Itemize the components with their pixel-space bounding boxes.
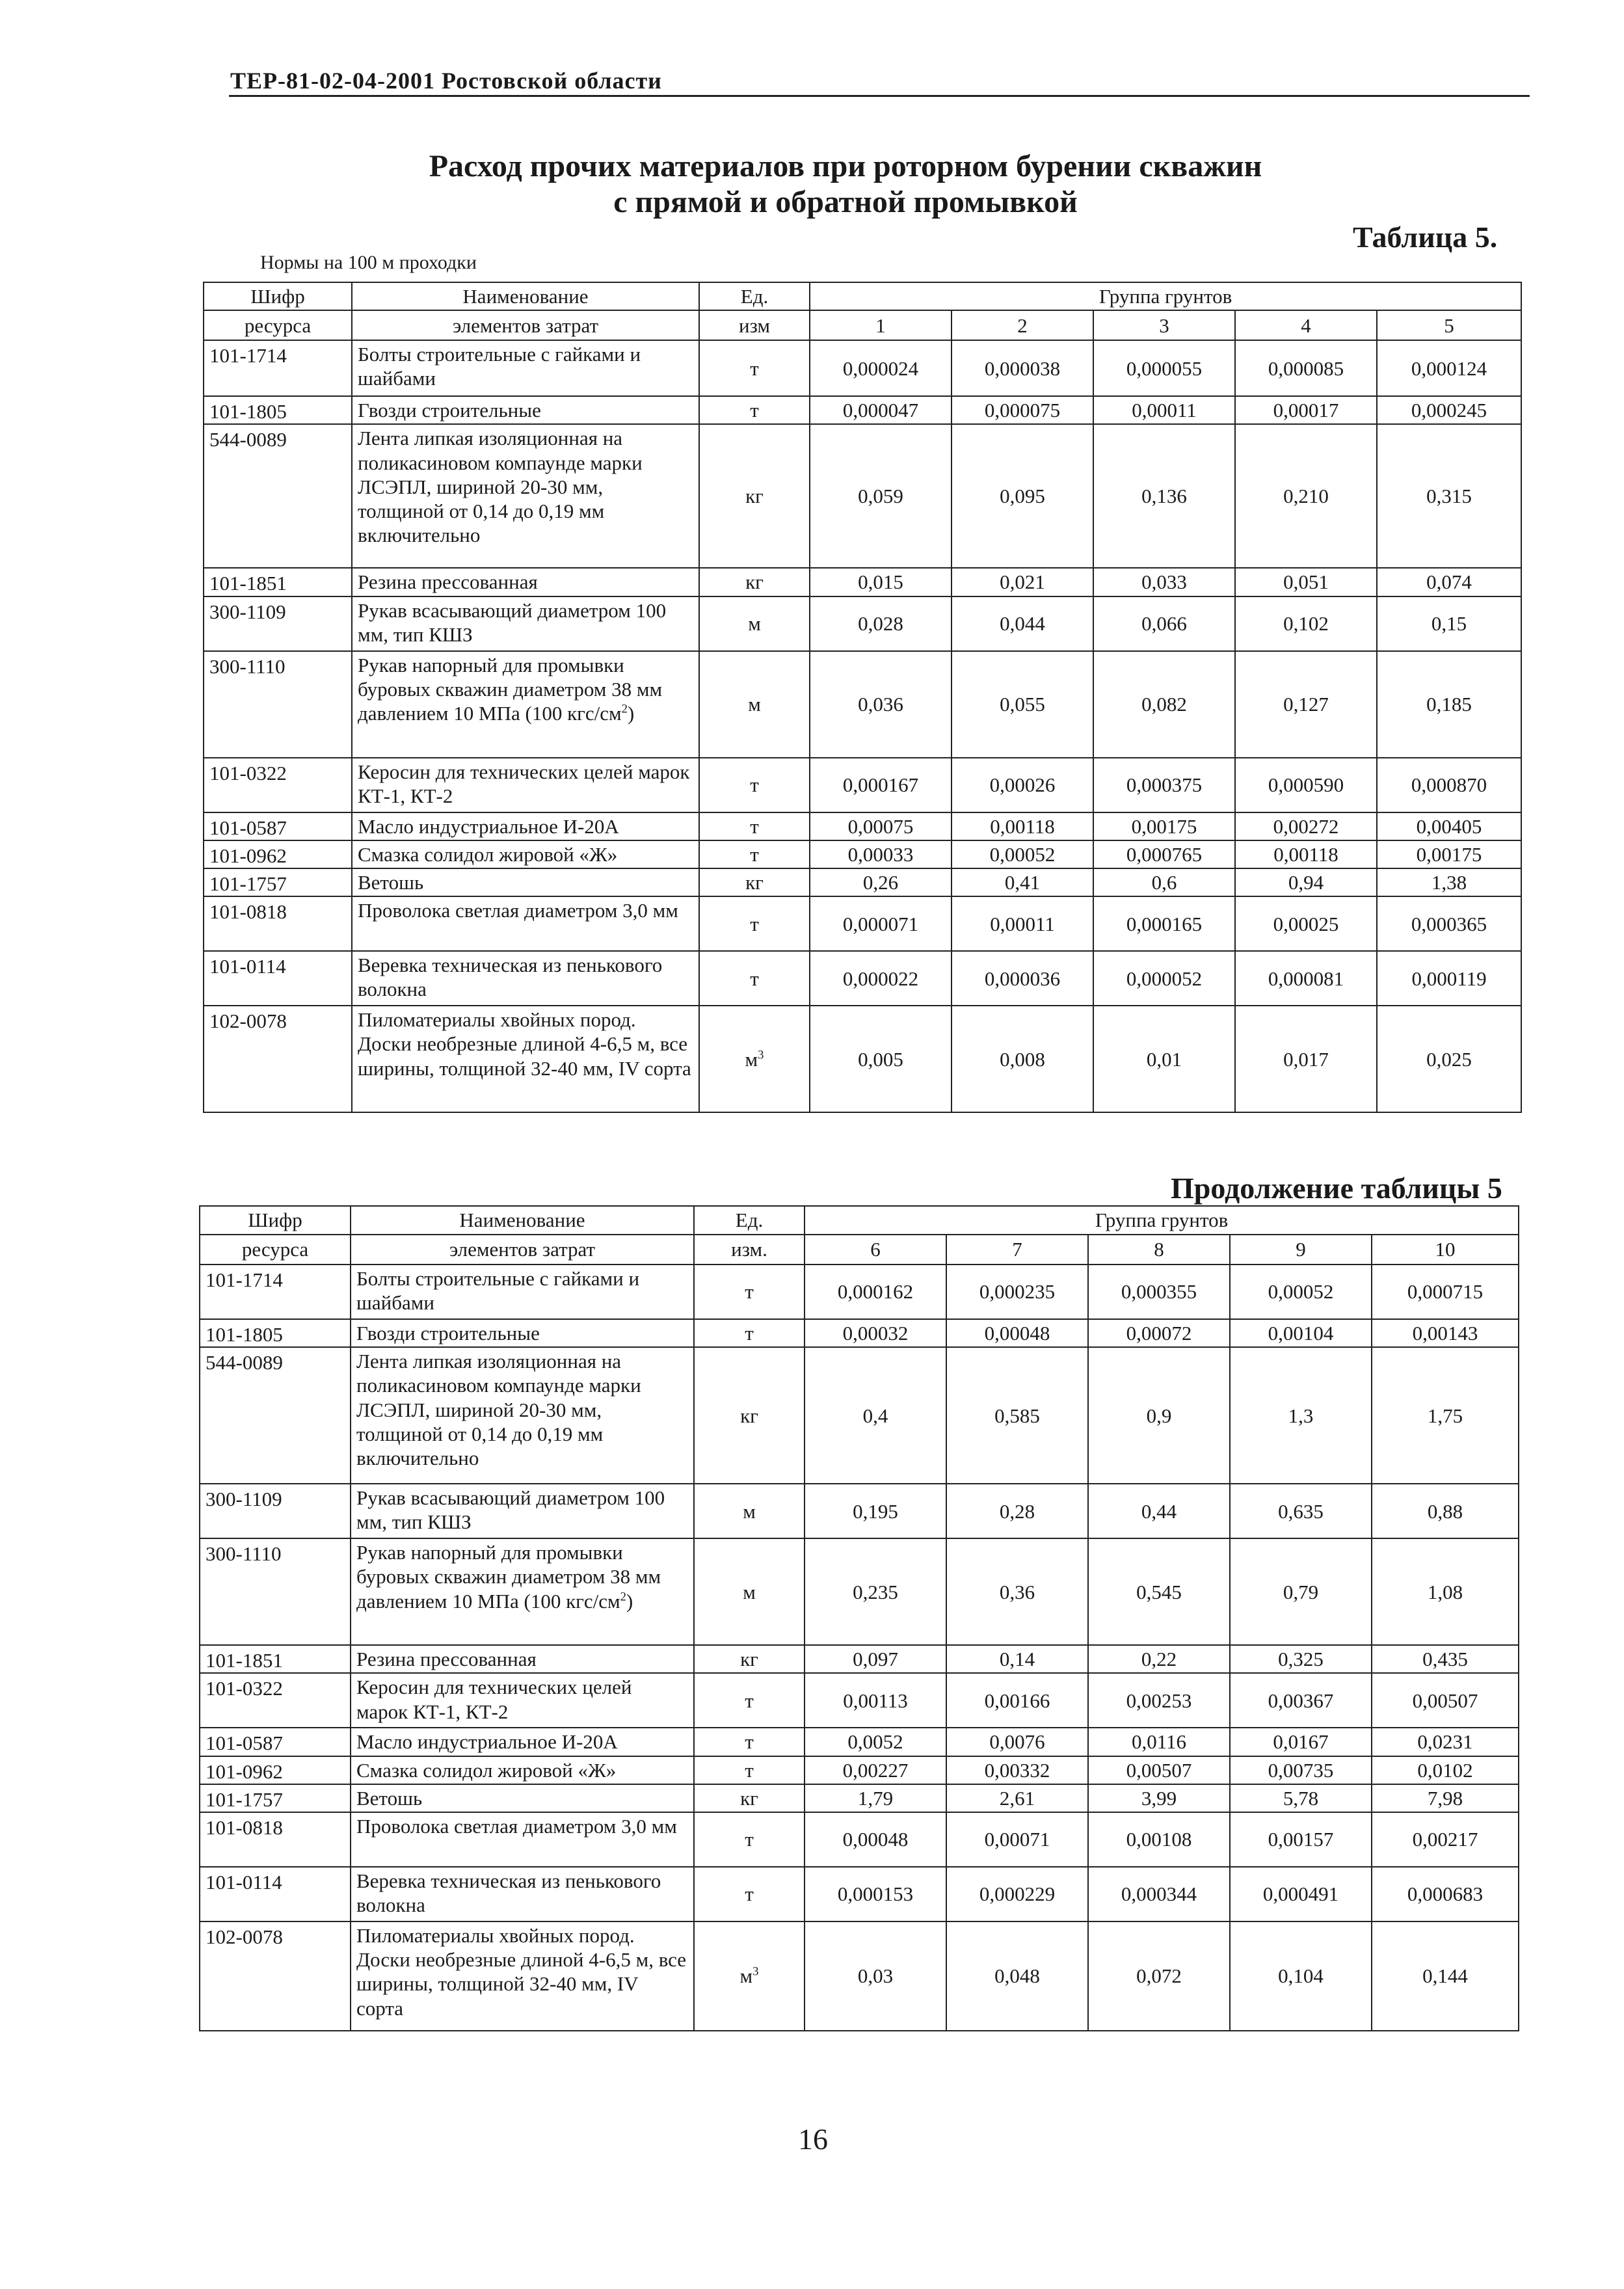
group-number: 3 (1093, 310, 1235, 340)
column-header-name: Наименование (351, 1206, 694, 1235)
norm-value-cell: 0,28 (946, 1484, 1088, 1538)
norm-value-cell: 0,00118 (952, 812, 1093, 840)
cost-element-name-cell: Рукав напорный для промывки буровых скважин диаметром 38 мм давлением 10 МПа (100 кгс/$см^2$) (351, 1538, 694, 1645)
norm-value-cell: 0,0231 (1372, 1728, 1519, 1756)
table-row (204, 424, 1521, 568)
unit-cell: т (694, 1812, 805, 1867)
table-row (200, 1265, 1519, 1319)
document-code: ТЕР-81-02-04-2001 Ростовской области (230, 68, 662, 94)
group-number: 8 (1088, 1235, 1230, 1265)
header-rule (229, 95, 1530, 97)
norm-value-cell: 0,00011 (1093, 396, 1235, 424)
norm-value-cell: 0,00026 (952, 758, 1093, 812)
unit-cell: м (699, 651, 810, 758)
resource-code-cell: 101-1714 (200, 1265, 351, 1319)
cost-element-name-cell: Лента липкая изоляционная на поликасиновом компаунде марки ЛСЭПЛ, шириной 20-30 мм, толщиной от 0,14 до 0,19 мм включительно (351, 1347, 694, 1484)
norm-value-cell: 0,00217 (1372, 1812, 1519, 1867)
table-row (200, 1673, 1519, 1728)
table-row (204, 840, 1521, 868)
materials-table-continued (199, 1205, 1519, 2031)
norm-value-cell: 0,325 (1230, 1645, 1372, 1673)
norm-value-cell: 0,005 (810, 1006, 952, 1112)
cost-element-name-cell: Резина прессованная (351, 1645, 694, 1673)
norm-value-cell: 0,0116 (1088, 1728, 1230, 1756)
norm-value-cell: 0,033 (1093, 568, 1235, 596)
column-header-unit-line-2: изм (699, 310, 810, 340)
unit-cell: кг (699, 868, 810, 896)
norm-value-cell: 0,000055 (1093, 340, 1235, 396)
unit-cell: кг (694, 1347, 805, 1484)
column-header-name-line-2: элементов затрат (352, 310, 699, 340)
norm-value-cell: 0,136 (1093, 424, 1235, 568)
cost-element-name-cell: Рукав всасывающий диаметром 100 мм, тип КШЗ (352, 596, 699, 651)
norm-value-cell: 0,008 (952, 1006, 1093, 1112)
table-row (200, 1784, 1519, 1812)
table-row (200, 1921, 1519, 2031)
group-number: 9 (1230, 1235, 1372, 1265)
table-header-row (200, 1235, 1519, 1265)
norm-value-cell: 0,066 (1093, 596, 1235, 651)
norm-value-cell: 0,6 (1093, 868, 1235, 896)
table-header-row (200, 1206, 1519, 1235)
column-header-code-line-2: ресурса (200, 1235, 351, 1265)
document-title-line-2: с прямой и обратной промывкой (613, 185, 1078, 219)
table-row (204, 596, 1521, 651)
column-header-code: Шифр (200, 1206, 351, 1235)
norm-value-cell: 0,000071 (810, 896, 952, 951)
table-row (204, 396, 1521, 424)
norm-value-cell: 0,000235 (946, 1265, 1088, 1319)
unit-cell: кг (694, 1784, 805, 1812)
norm-value-cell: 0,000590 (1235, 758, 1377, 812)
norm-value-cell: 0,000119 (1377, 951, 1521, 1006)
group-number: 6 (805, 1235, 946, 1265)
column-header-group: Группа грунтов (810, 282, 1521, 310)
cost-element-name-cell: Смазка солидол жировой «Ж» (351, 1756, 694, 1784)
norm-value-cell: 0,94 (1235, 868, 1377, 896)
norm-value-cell: 0,03 (805, 1921, 946, 2031)
norm-value-cell: 0,88 (1372, 1484, 1519, 1538)
norm-value-cell: 0,000047 (810, 396, 952, 424)
norm-value-cell: 7,98 (1372, 1784, 1519, 1812)
norm-value-cell: 0,000165 (1093, 896, 1235, 951)
unit-cell: т (699, 758, 810, 812)
norm-value-cell: 0,000491 (1230, 1867, 1372, 1921)
norm-value-cell: 0,14 (946, 1645, 1088, 1673)
cost-element-name-cell: Гвозди строительные (352, 396, 699, 424)
cost-element-name-cell: Керосин для технических целей марок КТ-1, КТ-2 (351, 1673, 694, 1728)
unit-cell: т (699, 840, 810, 868)
norm-value-cell: 0,000355 (1088, 1265, 1230, 1319)
norm-value-cell: 0,000022 (810, 951, 952, 1006)
norm-value-cell: 0,00011 (952, 896, 1093, 951)
norm-value-cell: 0,000365 (1377, 896, 1521, 951)
unit-cell: кг (694, 1645, 805, 1673)
unit-cell: кг (699, 568, 810, 596)
norm-value-cell: 5,78 (1230, 1784, 1372, 1812)
norm-value-cell: 0,000052 (1093, 951, 1235, 1006)
unit-cell: т (694, 1673, 805, 1728)
norm-value-cell: 0,00048 (805, 1812, 946, 1867)
group-number: 5 (1377, 310, 1521, 340)
resource-code-cell: 101-0818 (200, 1812, 351, 1867)
resource-code-cell: 101-0114 (204, 951, 352, 1006)
norm-value-cell: 0,0167 (1230, 1728, 1372, 1756)
norm-value-cell: 0,195 (805, 1484, 946, 1538)
unit-cell: т (699, 340, 810, 396)
unit-cell: т (694, 1728, 805, 1756)
norm-value-cell: 0,0102 (1372, 1756, 1519, 1784)
unit-cell: кг (699, 424, 810, 568)
resource-code-cell: 101-0587 (200, 1728, 351, 1756)
norm-value-cell: 0,0052 (805, 1728, 946, 1756)
norm-value-cell: 0,000075 (952, 396, 1093, 424)
norm-value-cell: 0,000024 (810, 340, 952, 396)
norm-value-cell: 0,127 (1235, 651, 1377, 758)
unit-cell: м (694, 1538, 805, 1645)
norm-value-cell: 0,235 (805, 1538, 946, 1645)
cost-element-name-cell: Масло индустриальное И-20А (351, 1728, 694, 1756)
table-row (200, 1756, 1519, 1784)
norm-value-cell: 0,9 (1088, 1347, 1230, 1484)
norm-value-cell: 0,000375 (1093, 758, 1235, 812)
table-row (204, 812, 1521, 840)
norm-value-cell: 0,044 (952, 596, 1093, 651)
norm-value-cell: 0,055 (952, 651, 1093, 758)
norm-value-cell: 0,00108 (1088, 1812, 1230, 1867)
norm-value-cell: 0,0076 (946, 1728, 1088, 1756)
resource-code-cell: 300-1109 (200, 1484, 351, 1538)
unit-cell: т (694, 1867, 805, 1921)
cost-element-name-cell: Масло индустриальное И-20А (352, 812, 699, 840)
norm-value-cell: 0,000715 (1372, 1265, 1519, 1319)
norm-value-cell: 0,048 (946, 1921, 1088, 2031)
norm-value-cell: 0,44 (1088, 1484, 1230, 1538)
cost-element-name-cell: Смазка солидол жировой «Ж» (352, 840, 699, 868)
unit-cell: т (699, 951, 810, 1006)
norm-value-cell: 0,00175 (1377, 840, 1521, 868)
group-number: 2 (952, 310, 1093, 340)
group-number: 7 (946, 1235, 1088, 1265)
table-row (204, 868, 1521, 896)
norm-value-cell: 0,059 (810, 424, 952, 568)
norm-value-cell: 0,00735 (1230, 1756, 1372, 1784)
column-header-code: Шифр (204, 282, 352, 310)
norm-value-cell: 0,00367 (1230, 1673, 1372, 1728)
norm-value-cell: 0,26 (810, 868, 952, 896)
unit-cell: т (694, 1756, 805, 1784)
table-continuation-label: Продолжение таблицы 5 (1171, 1171, 1502, 1205)
cost-element-name-cell: Резина прессованная (352, 568, 699, 596)
unit-cell: т (699, 396, 810, 424)
norm-value-cell: 0,00048 (946, 1319, 1088, 1347)
norm-value-cell: 0,00033 (810, 840, 952, 868)
table-row (200, 1347, 1519, 1484)
norm-value-cell: 0,22 (1088, 1645, 1230, 1673)
table-row (200, 1812, 1519, 1867)
norm-value-cell: 0,79 (1230, 1538, 1372, 1645)
unit-cell: м (699, 596, 810, 651)
cost-element-name-cell: Веревка техническая из пенькового волокна (351, 1867, 694, 1921)
resource-code-cell: 102-0078 (200, 1921, 351, 2031)
cost-element-name-cell: Болты строительные с гайками и шайбами (352, 340, 699, 396)
resource-code-cell: 300-1110 (204, 651, 352, 758)
norm-value-cell: 0,41 (952, 868, 1093, 896)
group-number: 4 (1235, 310, 1377, 340)
norm-value-cell: 0,00052 (1230, 1265, 1372, 1319)
norm-value-cell: 0,00405 (1377, 812, 1521, 840)
norm-value-cell: 3,99 (1088, 1784, 1230, 1812)
cost-element-name-cell: Ветошь (352, 868, 699, 896)
resource-code-cell: 101-0962 (200, 1756, 351, 1784)
resource-code-cell: 101-0587 (204, 812, 352, 840)
column-header-code-line-2: ресурса (204, 310, 352, 340)
norm-value-cell: 0,00272 (1235, 812, 1377, 840)
cost-element-name-cell: Проволока светлая диаметром 3,0 мм (352, 896, 699, 951)
norm-value-cell: 0,104 (1230, 1921, 1372, 2031)
table-row (200, 1645, 1519, 1673)
norm-value-cell: 0,074 (1377, 568, 1521, 596)
resource-code-cell: 101-1757 (200, 1784, 351, 1812)
norm-value-cell: 0,315 (1377, 424, 1521, 568)
norm-value-cell: 0,000683 (1372, 1867, 1519, 1921)
norm-value-cell: 0,585 (946, 1347, 1088, 1484)
cost-element-name-cell: Лента липкая изоляционная на поликасиновом компаунде марки ЛСЭПЛ, шириной 20-30 мм, толщиной от 0,14 до 0,19 мм включительно (352, 424, 699, 568)
resource-code-cell: 101-1851 (200, 1645, 351, 1673)
norm-value-cell: 0,000229 (946, 1867, 1088, 1921)
resource-code-cell: 101-1714 (204, 340, 352, 396)
cost-element-name-cell: Гвозди строительные (351, 1319, 694, 1347)
norm-value-cell: 0,00052 (952, 840, 1093, 868)
unit-cell: $м^3$ (699, 1006, 810, 1112)
resource-code-cell: 101-0322 (200, 1673, 351, 1728)
norm-value-cell: 0,00075 (810, 812, 952, 840)
column-header-unit: Ед. (694, 1206, 805, 1235)
resource-code-cell: 544-0089 (200, 1347, 351, 1484)
norm-value-cell: 0,00507 (1372, 1673, 1519, 1728)
group-number: 1 (810, 310, 952, 340)
norm-value-cell: 0,210 (1235, 424, 1377, 568)
document-title-line-1: Расход прочих материалов при роторном бурении скважин (429, 149, 1262, 183)
norm-value-cell: 1,79 (805, 1784, 946, 1812)
norm-value-cell: 2,61 (946, 1784, 1088, 1812)
norm-value-cell: 0,015 (810, 568, 952, 596)
norm-value-cell: 0,051 (1235, 568, 1377, 596)
norm-value-cell: 0,00175 (1093, 812, 1235, 840)
norm-value-cell: 0,017 (1235, 1006, 1377, 1112)
resource-code-cell: 101-1805 (200, 1319, 351, 1347)
norm-value-cell: 0,00113 (805, 1673, 946, 1728)
norm-value-cell: 0,36 (946, 1538, 1088, 1645)
table-row (204, 568, 1521, 596)
norm-value-cell: 0,095 (952, 424, 1093, 568)
table-header-row (204, 282, 1521, 310)
cost-element-name-cell: Рукав напорный для промывки буровых скважин диаметром 38 мм давлением 10 МПа (100 кгс/$см^2$) (352, 651, 699, 758)
norm-value-cell: 0,00104 (1230, 1319, 1372, 1347)
table-row (204, 896, 1521, 951)
norm-value-cell: 0,635 (1230, 1484, 1372, 1538)
norm-value-cell: 0,4 (805, 1347, 946, 1484)
norm-value-cell: 0,072 (1088, 1921, 1230, 2031)
group-number: 10 (1372, 1235, 1519, 1265)
table-row (204, 340, 1521, 396)
page-number: 16 (798, 2122, 828, 2156)
norm-value-cell: 0,000153 (805, 1867, 946, 1921)
table-row (204, 651, 1521, 758)
table-row (204, 758, 1521, 812)
norm-value-cell: 0,000085 (1235, 340, 1377, 396)
norm-value-cell: 0,435 (1372, 1645, 1519, 1673)
cost-element-name-cell: Керосин для технических целей марок КТ-1, КТ-2 (352, 758, 699, 812)
norm-value-cell: 0,15 (1377, 596, 1521, 651)
table-row (204, 951, 1521, 1006)
table-row (204, 1006, 1521, 1112)
norm-value-cell: 0,00017 (1235, 396, 1377, 424)
table-row (200, 1728, 1519, 1756)
resource-code-cell: 300-1110 (200, 1538, 351, 1645)
column-header-unit-line-2: изм. (694, 1235, 805, 1265)
norm-value-cell: 0,000081 (1235, 951, 1377, 1006)
norm-value-cell: 0,000870 (1377, 758, 1521, 812)
norm-value-cell: 0,000038 (952, 340, 1093, 396)
norm-value-cell: 0,000124 (1377, 340, 1521, 396)
norms-note: Нормы на 100 м проходки (260, 252, 477, 273)
table-label: Таблица 5. (1353, 221, 1498, 254)
norm-value-cell: 0,144 (1372, 1921, 1519, 2031)
table-row (200, 1484, 1519, 1538)
norm-value-cell: 0,000036 (952, 951, 1093, 1006)
resource-code-cell: 101-0322 (204, 758, 352, 812)
cost-element-name-cell: Пиломатериалы хвойных пород. Доски необрезные длиной 4-6,5 м, все ширины, толщиной 32-40 мм, IV сорта (351, 1921, 694, 2031)
norm-value-cell: 0,025 (1377, 1006, 1521, 1112)
norm-value-cell: 0,000344 (1088, 1867, 1230, 1921)
norm-value-cell: 0,000245 (1377, 396, 1521, 424)
unit-cell: м (694, 1484, 805, 1538)
norm-value-cell: 0,00507 (1088, 1756, 1230, 1784)
norm-value-cell: 0,00032 (805, 1319, 946, 1347)
resource-code-cell: 544-0089 (204, 424, 352, 568)
norm-value-cell: 1,3 (1230, 1347, 1372, 1484)
norm-value-cell: 0,00072 (1088, 1319, 1230, 1347)
norm-value-cell: 0,00143 (1372, 1319, 1519, 1347)
norm-value-cell: 0,545 (1088, 1538, 1230, 1645)
norm-value-cell: 0,185 (1377, 651, 1521, 758)
cost-element-name-cell: Веревка техническая из пенькового волокна (352, 951, 699, 1006)
norm-value-cell: 0,01 (1093, 1006, 1235, 1112)
norm-value-cell: 0,097 (805, 1645, 946, 1673)
norm-value-cell: 0,000167 (810, 758, 952, 812)
norm-value-cell: 0,000162 (805, 1265, 946, 1319)
norm-value-cell: 0,028 (810, 596, 952, 651)
unit-cell: т (694, 1319, 805, 1347)
cost-element-name-cell: Ветошь (351, 1784, 694, 1812)
resource-code-cell: 101-0114 (200, 1867, 351, 1921)
unit-cell: т (694, 1265, 805, 1319)
resource-code-cell: 101-0818 (204, 896, 352, 951)
norm-value-cell: 0,00118 (1235, 840, 1377, 868)
norm-value-cell: 0,00332 (946, 1756, 1088, 1784)
resource-code-cell: 101-1851 (204, 568, 352, 596)
norm-value-cell: 1,75 (1372, 1347, 1519, 1484)
table-row (200, 1867, 1519, 1921)
materials-table (203, 282, 1522, 1113)
cost-element-name-cell: Рукав всасывающий диаметром 100 мм, тип КШЗ (351, 1484, 694, 1538)
norm-value-cell: 0,00071 (946, 1812, 1088, 1867)
norm-value-cell: 0,00253 (1088, 1673, 1230, 1728)
resource-code-cell: 101-1757 (204, 868, 352, 896)
unit-cell: т (699, 812, 810, 840)
norm-value-cell: 0,00227 (805, 1756, 946, 1784)
norm-value-cell: 1,38 (1377, 868, 1521, 896)
table-row (200, 1319, 1519, 1347)
resource-code-cell: 101-0962 (204, 840, 352, 868)
table-row (200, 1538, 1519, 1645)
norm-value-cell: 0,036 (810, 651, 952, 758)
norm-value-cell: 0,00166 (946, 1673, 1088, 1728)
norm-value-cell: 0,102 (1235, 596, 1377, 651)
unit-cell: т (699, 896, 810, 951)
column-header-name: Наименование (352, 282, 699, 310)
norm-value-cell: 0,00157 (1230, 1812, 1372, 1867)
column-header-unit: Ед. (699, 282, 810, 310)
norm-value-cell: 0,000765 (1093, 840, 1235, 868)
cost-element-name-cell: Болты строительные с гайками и шайбами (351, 1265, 694, 1319)
cost-element-name-cell: Пиломатериалы хвойных пород. Доски необрезные длиной 4-6,5 м, все ширины, толщиной 32-40 мм, IV сорта (352, 1006, 699, 1112)
resource-code-cell: 101-1805 (204, 396, 352, 424)
norm-value-cell: 1,08 (1372, 1538, 1519, 1645)
unit-cell: $м^3$ (694, 1921, 805, 2031)
resource-code-cell: 300-1109 (204, 596, 352, 651)
column-header-name-line-2: элементов затрат (351, 1235, 694, 1265)
cost-element-name-cell: Проволока светлая диаметром 3,0 мм (351, 1812, 694, 1867)
column-header-group: Группа грунтов (805, 1206, 1519, 1235)
norm-value-cell: 0,021 (952, 568, 1093, 596)
norm-value-cell: 0,082 (1093, 651, 1235, 758)
resource-code-cell: 102-0078 (204, 1006, 352, 1112)
table-header-row (204, 310, 1521, 340)
norm-value-cell: 0,00025 (1235, 896, 1377, 951)
